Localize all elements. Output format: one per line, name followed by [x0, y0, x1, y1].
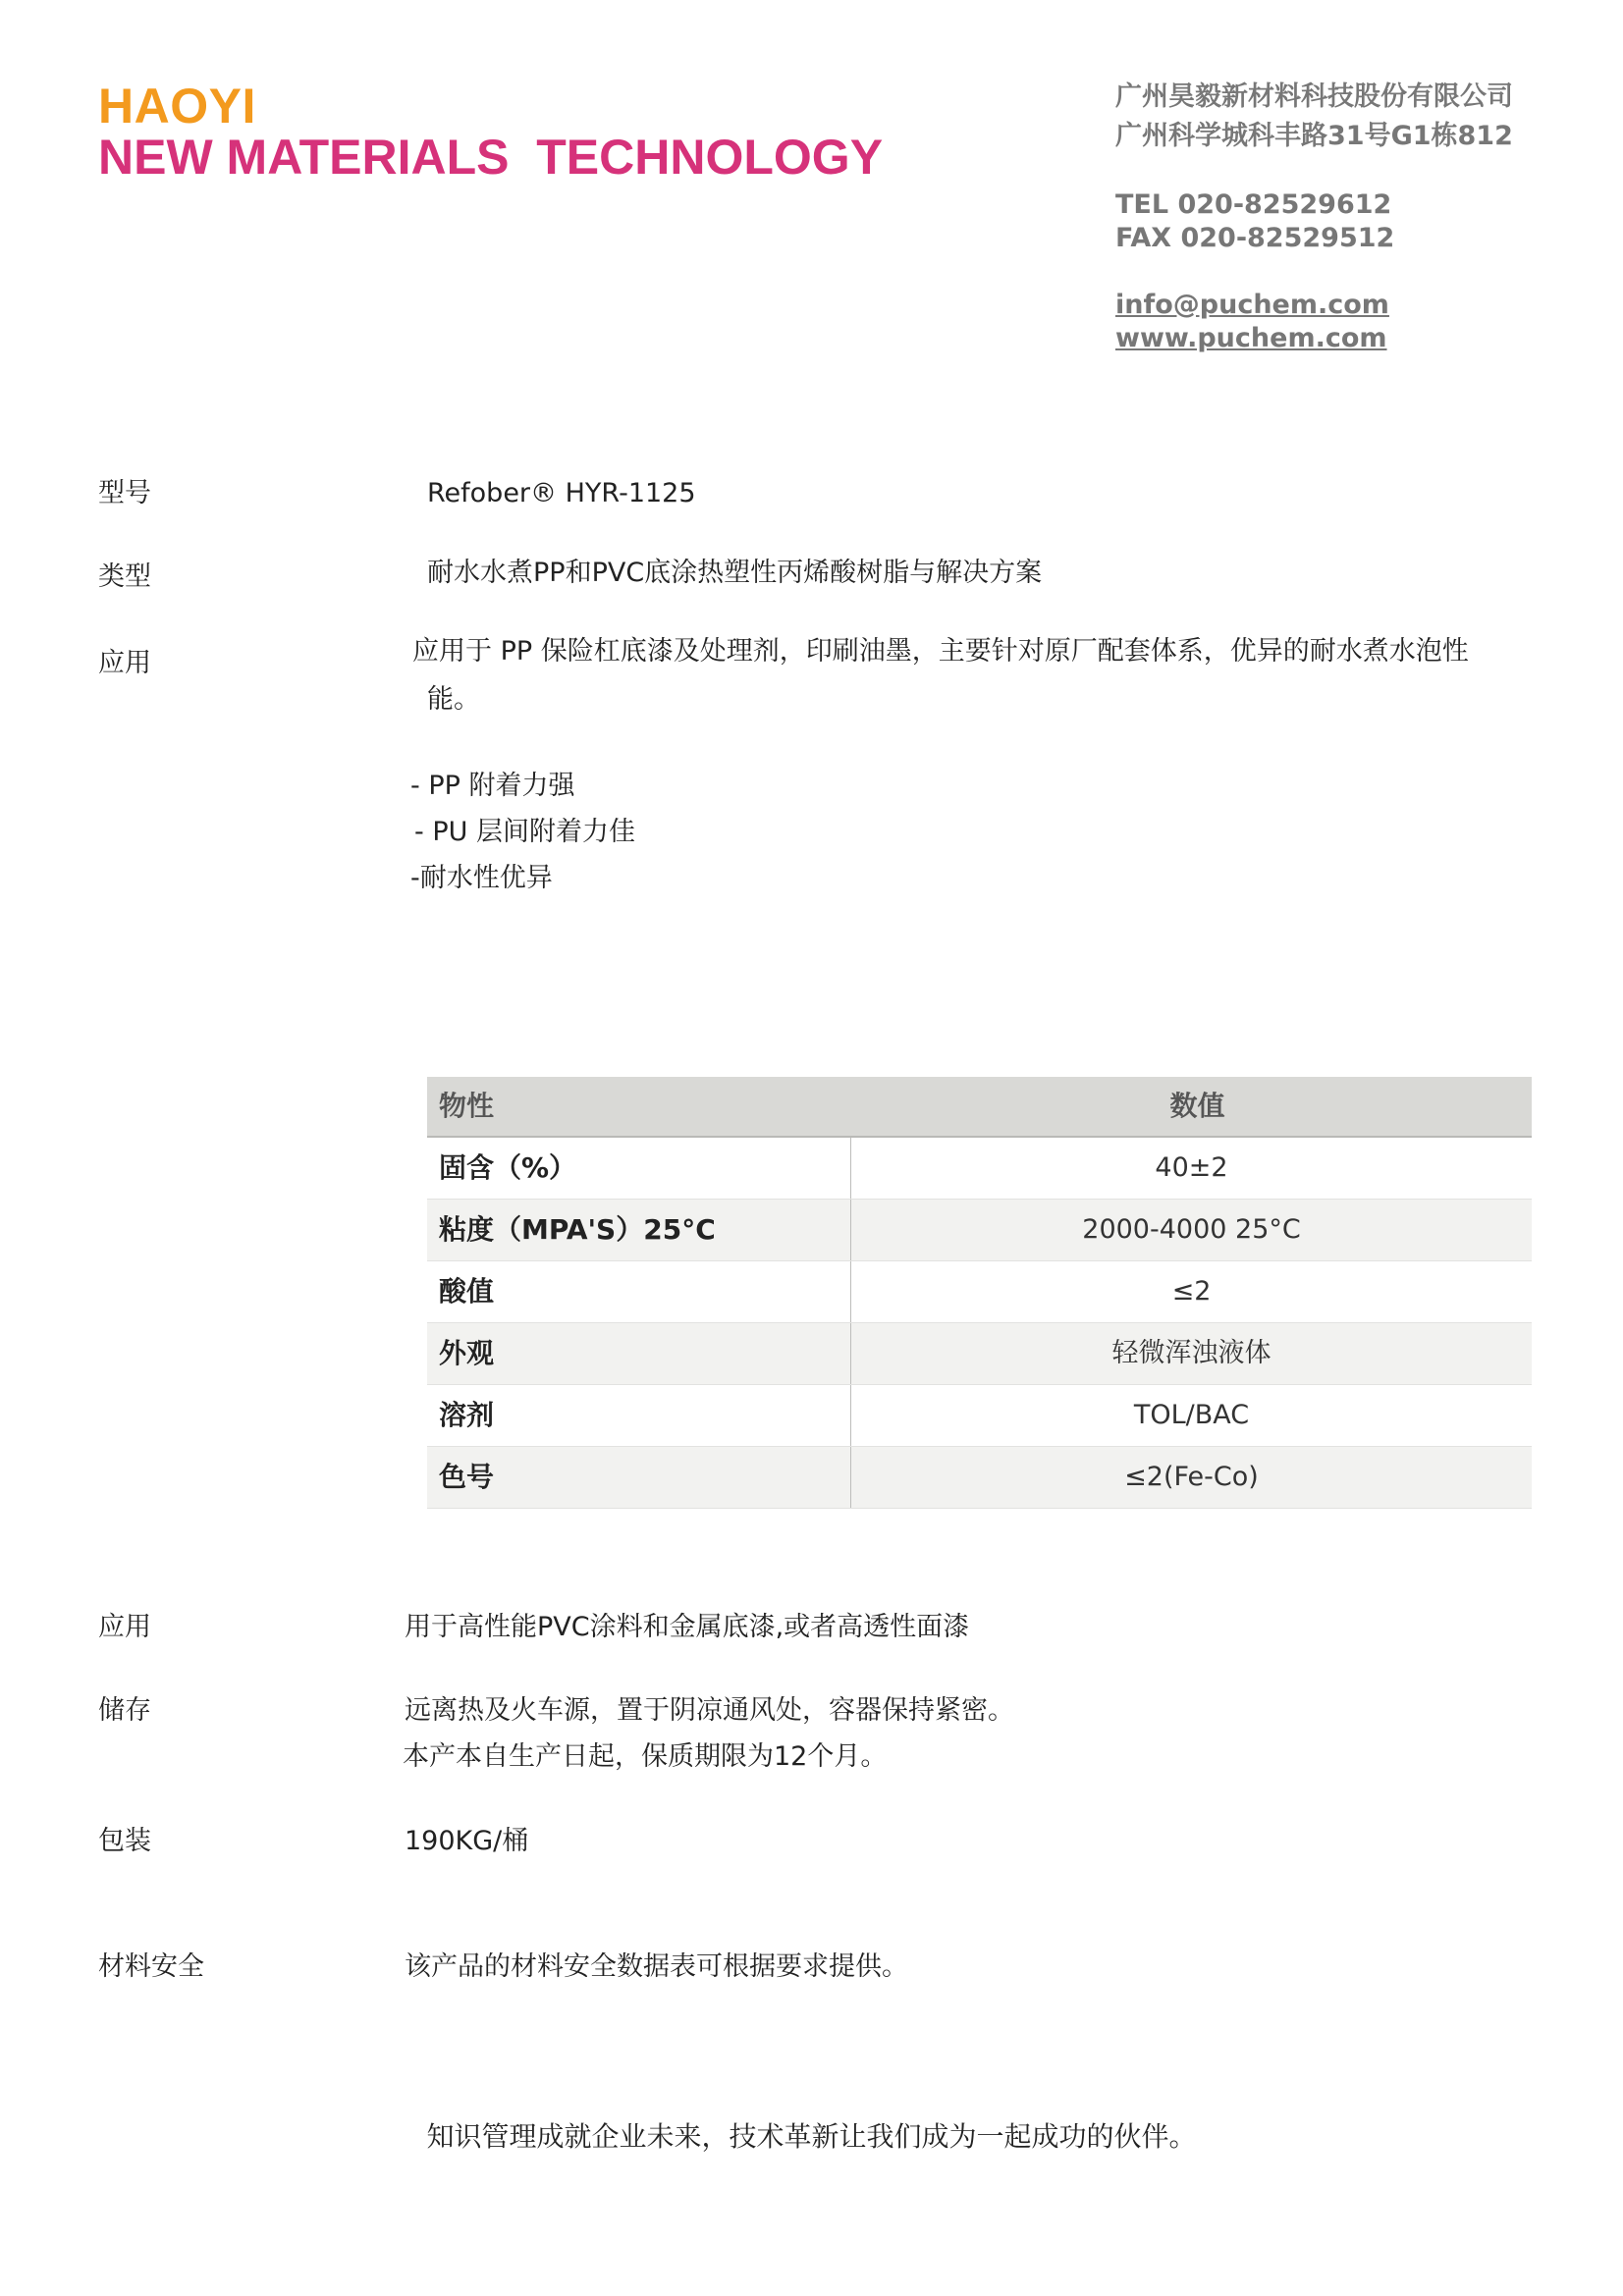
property-cell: 酸值 — [427, 1261, 851, 1322]
value-cell: TOL/BAC — [1133, 1400, 1250, 1430]
table-row — [427, 1323, 1532, 1385]
feature-item: - PP 附着力强 — [410, 771, 575, 801]
use-value: 用于高性能PVC涂料和金属底漆,或者高透性面漆 — [405, 1612, 970, 1642]
application-description-line2: 能。 — [427, 684, 480, 715]
company-tel: TEL 020-82529612 — [1115, 189, 1392, 220]
application-description-line1: 应用于 PP 保险杠底漆及处理剂，印刷油墨，主要针对原厂配套体系，优异的耐水煮水泡性 — [412, 636, 1469, 667]
property-table-header — [427, 1077, 1532, 1138]
table-row — [427, 1138, 1532, 1200]
property-cell: 外观 — [427, 1323, 851, 1384]
use-label: 应用 — [98, 1612, 151, 1642]
value-cell: ≤2 — [1171, 1276, 1212, 1307]
storage-value-line2: 本产本自生产日起，保质期限为12个月。 — [403, 1741, 888, 1772]
company-website-link[interactable]: www.puchem.com — [1115, 323, 1387, 353]
property-cell: 粘度（MPA'S）25°C — [427, 1200, 851, 1260]
footer-slogan: 知识管理成就企业未来，技术革新让我们成为一起成功的伙伴。 — [426, 2120, 1197, 2153]
value-cell: 40±2 — [1155, 1152, 1228, 1183]
safety-value: 该产品的材料安全数据表可根据要求提供。 — [405, 1951, 908, 1982]
value-cell: 2000-4000 25°C — [1082, 1214, 1301, 1245]
table-row — [427, 1447, 1532, 1509]
company-fax: FAX 020-82529512 — [1115, 223, 1395, 253]
value-cell: ≤2(Fe-Co) — [1124, 1462, 1259, 1492]
package-value: 190KG/桶 — [405, 1826, 529, 1856]
feature-item: -耐水性优异 — [410, 863, 553, 893]
package-label: 包装 — [98, 1826, 151, 1856]
model-value: Refober® HYR-1125 — [427, 478, 696, 508]
feature-item: - PU 层间附着力佳 — [414, 817, 635, 847]
brand-name-line2: NEW MATERIALS TECHNOLOGY — [98, 130, 884, 185]
property-table — [427, 1077, 1532, 1509]
storage-value-line1: 远离热及火车源，置于阴凉通风处，容器保持紧密。 — [405, 1695, 1014, 1726]
property-cell: 溶剂 — [427, 1385, 851, 1446]
property-cell: 固含（%） — [427, 1138, 851, 1199]
property-cell: 色号 — [427, 1447, 851, 1508]
value-cell: 轻微浑浊液体 — [1111, 1338, 1271, 1368]
table-row — [427, 1261, 1532, 1323]
type-label: 类型 — [98, 561, 151, 592]
company-address: 广州科学城科丰路31号G1栋812 — [1115, 121, 1513, 151]
storage-label: 储存 — [98, 1695, 151, 1726]
table-row — [427, 1385, 1532, 1447]
company-email-link[interactable]: info@puchem.com — [1115, 290, 1389, 320]
table-row — [427, 1200, 1532, 1261]
application-label: 应用 — [98, 648, 151, 678]
type-value: 耐水水煮PP和PVC底涂热塑性丙烯酸树脂与解决方案 — [427, 558, 1043, 588]
header-value: 数值 — [1169, 1090, 1225, 1122]
brand-name-line1: HAOYI — [98, 79, 256, 133]
company-name: 广州昊毅新材料科技股份有限公司 — [1115, 81, 1513, 112]
header-property: 物性 — [439, 1090, 495, 1122]
model-label: 型号 — [98, 478, 151, 508]
safety-label: 材料安全 — [98, 1951, 204, 1982]
